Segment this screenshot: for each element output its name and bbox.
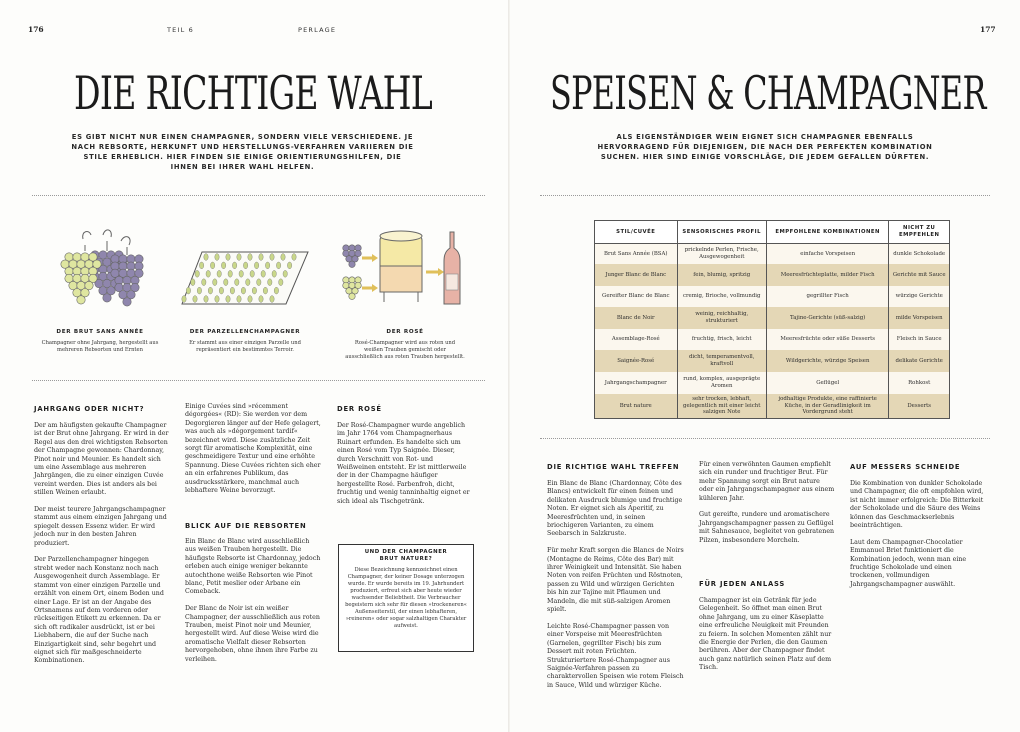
table-row <box>595 394 950 419</box>
table-cell: Meeresfrüchteplatte, milder Fisch <box>766 264 888 286</box>
table-cell: delikate Gerichte <box>889 350 950 372</box>
table-cell: Brut nature <box>595 394 678 419</box>
paragraph: Ein Blanc de Blanc (Chardonnay, Côte des Blancs) entwickelt für einen feinen und delikaten Ausdruck blumige und fruchtige Noten. Er eignet sich als Aperitif, zu Meeresfrüchten und, in seinen briochigeren Varianten, zu einem Seebarsch in Salzkruste. <box>547 480 683 538</box>
table-cell: gegrillter Fisch <box>766 286 888 307</box>
body-column <box>34 422 170 674</box>
paragraph: Der Parzellenchampagner hingegen strebt weder nach Konstanz noch nach Ausgewogenheit durch Assemblage. Er stammt von einer einzigen Parzelle und erzählt von einem Ort, einem Boden und einer Lage. Er ist an der Angabe des Ortsnamens auf dem vorderen oder rückseitigen Etikett zu erkennen. Da er sich oft radikaler ausdrückt, ist er bei Liebhabern, die auf der Suche nach Einzigartigkeit sind, sehr begehrt und eignet sich für maßgeschneiderte Kombinationen. <box>34 556 164 665</box>
table-row <box>595 244 950 265</box>
illustration-title: DER BRUT SANS ANNÉE <box>56 329 144 335</box>
illustration-title: DER ROSÉ <box>386 329 424 335</box>
column-header: EMPFOHLENE KOMBINATIONEN <box>766 221 888 244</box>
table-cell: Desserts <box>889 394 950 419</box>
divider <box>540 195 990 196</box>
table-cell: Assemblage-Rosé <box>595 329 678 350</box>
section-heading: FÜR JEDEN ANLASS <box>699 580 786 588</box>
table-row <box>595 329 950 350</box>
table-header-row <box>595 221 950 244</box>
table-cell: milde Vorspeisen <box>889 307 950 329</box>
table-row <box>595 372 950 394</box>
grapes-icon <box>55 225 147 317</box>
section-heading: DIE RICHTIGE WAHL TREFFEN <box>547 463 680 471</box>
table-cell: Junger Blanc de Blanc <box>595 264 678 286</box>
page-number: 176 <box>28 25 44 34</box>
table-row <box>595 286 950 307</box>
table-row <box>595 350 950 372</box>
table-cell: dunkle Schokolade <box>889 244 950 265</box>
info-box-title: UND DER CHAMPAGNER BRUT NATURE? <box>364 549 448 562</box>
section-heading: AUF MESSERS SCHNEIDE <box>850 463 961 471</box>
paragraph: Ein Blanc de Blanc wird ausschließlich aus weißen Trauben hergestellt. Die häufigste Rebsorte ist Chardonnay, jedoch erleben auch einige weniger bekannte autochthone weiße Rebsorten wie Pinot blanc, Petit meslier oder Arbane ein Comeback. <box>185 538 321 596</box>
section-heading: JAHRGANG ODER NICHT? <box>34 405 145 413</box>
page-number: 177 <box>980 25 996 34</box>
divider <box>32 195 485 196</box>
illustration-title: DER PARZELLENCHAMPAGNER <box>189 329 301 335</box>
pairing-table <box>594 220 950 419</box>
paragraph: Leichte Rosé-Champagner passen von einer Vorspeise mit Meeresfrüchten (Garnelen, gegrillter Fisch) bis zum Dessert mit roten Früchten. Strukturiertere Rosé-Champagner aus Saignée-Verfahren passen zu charaktervollen Speisen wie rotem Fleisch in Sauce, Wild und würziger Küche. <box>547 622 684 689</box>
body-column <box>699 461 835 553</box>
right-page <box>510 0 1020 732</box>
section-heading: DER ROSÉ <box>337 405 382 413</box>
paragraph: Champagner ist ein Getränk für jede Gelegenheit. So öffnet man einen Brut ohne Jahrgang, um zu einer Käseplatte eine erfreuliche Neuigkeit mit Freunden zu feiern. In solchen Momenten zählt nur die Energie der Perlen, die den Gaumen berühren. Aber der Champagner findet auch ganz natürlich seinen Platz auf dem Tisch. <box>699 597 832 672</box>
table-cell: Geflügel <box>766 372 888 394</box>
part-label: TEIL 6 <box>167 26 195 34</box>
table-cell: weinig, reichhaltig, strukturiert <box>677 307 766 329</box>
table-cell: Gereifter Blanc de Blanc <box>595 286 678 307</box>
intro-text: ALS EIGENSTÄNDIGER WEIN EIGNET SICH CHAMPAGNER EBENFALLS HERVORRAGEND FÜR DIEJENIGEN, DIE NACH DER PERFEKTEN KOMBINATION SUCHEN. HIER SIND EINIGE VORSCHLÄGE, DIE JEDEM GEFALLEN DÜRFTEN. <box>597 133 933 161</box>
info-box-text: Diese Bezeichnung kennzeichnet einen Champagner, der keiner Dosage unterzogen wurde. Er wurde bereits im 19. Jahrhundert produziert, erfreut sich aber heute wieder wachsender Beliebtheit. Die Verbraucher begeistern sich sehr für diesen »trockeneren« Außenseiterstil, der einen lebhafteren, »reineren« oder sogar salzhaltigen Charakter aufweist. <box>345 567 467 629</box>
illustration-caption: Er stammt aus einer einzigen Parzelle und repräsentiert ein bestimmtes Terroir. <box>189 340 301 353</box>
table-cell: fruchtig, frisch, leicht <box>677 329 766 350</box>
info-box <box>338 544 474 652</box>
paragraph: Laut dem Champagner-Chocolatier Emmanuel Briet funktioniert die Kombination jedoch, wenn man eine fruchtige Schokolade und einen trockenen, vollmundigen Jahrgangschampagner auswählt. <box>850 538 967 588</box>
table-cell: jodhaltige Produkte, eine raffinierte Küche, in der Geradlinigkeit im Vordergrund steht <box>766 394 888 419</box>
body-column <box>185 538 321 672</box>
body-column <box>547 480 685 699</box>
paragraph: Für einen verwöhnten Gaumen empfiehlt sich ein runder und fruchtiger Brut. Für mehr Spannung sorgt ein Brut nature oder ein Jahrgangschampagner aus einem kühleren Jahr. <box>699 461 835 502</box>
table-cell: Gerichte mit Sauce <box>889 264 950 286</box>
divider <box>32 380 485 381</box>
divider <box>540 438 990 439</box>
illustration-caption: Rosé-Champagner wird aus roten und weißen Trauben gemischt oder ausschließlich aus roten Trauben hergestellt. <box>345 340 465 360</box>
rose-process-icon <box>340 218 470 318</box>
paragraph: Die Kombination von dunkler Schokolade und Champagner, die oft empfohlen wird, ist nicht immer erfolgreich: Die Bitterkeit der Schokolade und die Säure des Weins können das Geschmackserlebnis beeinträchtigen. <box>850 480 984 530</box>
table-cell: sehr trocken, lebhaft, gelegentlich mit einer leicht salzigen Note <box>677 394 766 419</box>
table-cell: Blanc de Noir <box>595 307 678 329</box>
column-header: STIL/CUVÉE <box>595 221 678 244</box>
body-column <box>337 422 473 514</box>
table-cell: Wildgerichte, würzige Speisen <box>766 350 888 372</box>
page-headline: DIE RICHTIGE WAHL <box>74 66 433 120</box>
paragraph: Der Blanc de Noir ist ein weißer Champagner, der ausschließlich aus roten Trauben, meist Pinot noir und Meunier, hergestellt wird. Auf diese Weise wird die aromatische Vielfalt dieser Rebsorten hervorgehoben, ohne ihnen ihre Farbe zu verleihen. <box>185 605 320 663</box>
body-column <box>699 597 835 681</box>
paragraph: Der Rosé-Champagner wurde angeblich im Jahr 1764 vom Champagnerhaus Ruinart erfunden. Es handelte sich um einen Rosé vom Typ Saignée. Dieser, durch Verschnitt von Rot- und Weißweinen entsteht. Er ist mittlerweile der in der Champagne häufiger hergestellte Rosé. Farbenfroh, dicht, fruchtig und wenig tanninhaltig eignet er sich ideal als Tischgetränk. <box>337 422 470 505</box>
paragraph: Der am häufigsten gekaufte Champagner ist der Brut ohne Jahrgang. Er wird in der Regel aus den drei wichtigsten Rebsorten der Champagne gewonnen: Chardonnay, Pinot noir und Meunier. Es handelt sich um eine Assemblage aus mehreren Jahrgängen, die zu einer einzigen Cuvée vereint werden. Dies ist anders als bei stillen Weinen erlaubt. <box>34 422 169 497</box>
paragraph: Gut gereifte, rundere und aromatischere Jahrgangschampagner passen zu Geflügel mit Sahnesauce, begleitet von gebratenen Pilzen, insbesondere Morcheln. <box>699 511 835 544</box>
body-column <box>850 480 988 598</box>
chapter-label: PERLAGE <box>298 26 337 34</box>
paragraph: Für mehr Kraft sorgen die Blancs de Noirs (Montagne de Reims, Côte des Bar) mit ihrer Weinigkeit und Intensität. Sie haben Noten von reifen Früchten und Röstnoten, passen zu Wild und würzigen Gerichten bis hin zur Tajine mit Pflaumen und Mandeln, die mit süß-salzigen Aromen spielt. <box>547 547 684 614</box>
table-cell: würzige Gerichte <box>889 286 950 307</box>
table-cell: prickelnde Perlen, Frische, Ausgewogenheit <box>677 244 766 265</box>
column-header: NICHT ZU EMPFEHLEN <box>889 221 950 244</box>
column-header: SENSORISCHES PROFIL <box>677 221 766 244</box>
body-column <box>185 403 321 504</box>
paragraph: Einige Cuvées sind »récemment dégorgées« (RD): Sie werden vor dem Degorgieren länger auf der Hefe gelagert, was auch als »dégorgement tardif« bezeichnet wird. Diese zusätzliche Zeit sorgt für aromatische Komplexität, eine geschmeidigere Textur und eine erhöhte Spannung. Diese Cuvées richten sich eher an ein erfahrenes Publikum, das ausdrucksstärkere, manchmal auch lebhaftere Weine bevorzugt. <box>185 403 321 495</box>
table-cell: einfache Vorspeisen <box>766 244 888 265</box>
vineyard-icon <box>180 248 310 308</box>
table-cell: Brut Sans Année (BSA) <box>595 244 678 265</box>
table-cell: cremig, Brioche, vollmundig <box>677 286 766 307</box>
table-row <box>595 264 950 286</box>
section-heading: BLICK AUF DIE REBSORTEN <box>185 522 307 530</box>
table-cell: Meeresfrüchte oder süße Desserts <box>766 329 888 350</box>
table-cell: dicht, temperamentvoll, kraftvoll <box>677 350 766 372</box>
table-cell: Jahrgangschampagner <box>595 372 678 394</box>
table-cell: Rohkost <box>889 372 950 394</box>
table-row <box>595 307 950 329</box>
table-cell: Saignée-Rosé <box>595 350 678 372</box>
page-headline: SPEISEN & CHAMPAGNER <box>550 66 986 120</box>
table-cell: rund, komplex, ausgeprägte Aromen <box>677 372 766 394</box>
paragraph: Der meist teurere Jahrgangschampagner stammt aus einem einzigen Jahrgang und spiegelt dessen Essenz wider. Er wird jedoch nur in den besten Jahren produziert. <box>34 506 167 547</box>
table-cell: fein, blumig, spritzig <box>677 264 766 286</box>
illustration-caption: Champagner ohne Jahrgang, hergestellt aus mehreren Rebsorten und Ernten <box>41 340 159 353</box>
table-cell: Fleisch in Sauce <box>889 329 950 350</box>
intro-text: ES GIBT NICHT NUR EINEN CHAMPAGNER, SONDERN VIELE VERSCHIEDENE. JE NACH REBSORTE, HERKUNFT UND HERSTELLUNGS-VERFAHREN VARIIEREN DIE STILE ERHEBLICH. HIER FINDEN SIE EINIGE ORIENTIERUNGSHILFEN, DIE IHNEN BEI IHRER WAHL HELFEN. <box>71 133 414 171</box>
table-cell: Tajine-Gerichte (süß-salzig) <box>766 307 888 329</box>
